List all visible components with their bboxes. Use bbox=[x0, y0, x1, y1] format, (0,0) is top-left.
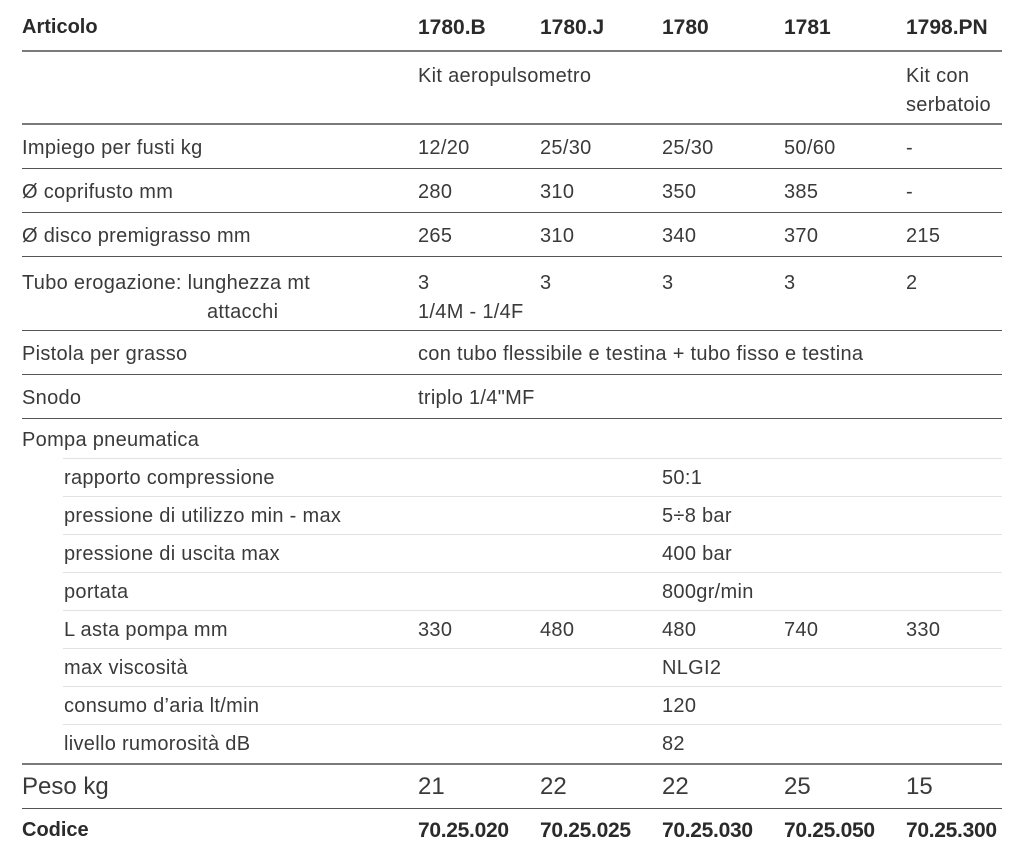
table-row-impiego: Impiego per fusti kg 12/20 25/30 25/30 50/60 - bbox=[22, 125, 1002, 169]
table-row-coprifusto: Ø coprifusto mm 280 310 350 385 - bbox=[22, 169, 1002, 213]
table-row-peso: Peso kg 21 22 22 25 15 bbox=[22, 765, 1002, 809]
table-row-snodo: Snodo triplo 1/4"MF bbox=[22, 375, 1002, 419]
header-col-1781: 1781 bbox=[784, 16, 831, 39]
header-label: Articolo bbox=[22, 16, 98, 38]
table-row-pistola: Pistola per grasso con tubo flessibile e testina + tubo fisso e testina bbox=[22, 331, 1002, 375]
table-row-asta: L asta pompa mm 330 480 480 740 330 bbox=[22, 611, 1002, 649]
table-row-portata: portata 800gr/min bbox=[22, 573, 1002, 611]
header-col-1780j: 1780.J bbox=[540, 16, 605, 39]
description-row bbox=[22, 52, 1002, 125]
table-row-pressione-uscita: pressione di uscita max 400 bar bbox=[22, 535, 1002, 573]
header-col-1798pn: 1798.PN bbox=[906, 16, 988, 39]
spec-table bbox=[22, 0, 1002, 853]
table-row-rapporto: rapporto compressione 50:1 bbox=[22, 459, 1002, 497]
table-row-tubo: Tubo erogazione: lunghezza mt attacchi 3 1/4M - 1/4F 3 3 3 2 bbox=[22, 257, 1002, 331]
header-col-1780b: 1780.B bbox=[418, 16, 486, 39]
table-row-viscosita: max viscosità NLGI2 bbox=[22, 649, 1002, 687]
description-kit-serbatoio: Kit con serbatoio bbox=[906, 65, 991, 116]
table-row-consumo: consumo d’aria lt/min 120 bbox=[22, 687, 1002, 725]
table-row-codice: Codice 70.25.020 70.25.025 70.25.030 70.25.050 70.25.300 bbox=[22, 819, 997, 842]
table-header-row bbox=[22, 0, 1002, 52]
table-row-pressione-utilizzo: pressione di utilizzo min - max 5÷8 bar bbox=[22, 497, 1002, 535]
table-row-pompa: Pompa pneumatica bbox=[22, 429, 200, 451]
description-kit-aeropulsometro: Kit aeropulsometro bbox=[418, 65, 592, 87]
table-row-rumorosita: livello rumorosità dB 82 bbox=[22, 725, 1002, 765]
header-col-1780: 1780 bbox=[662, 16, 709, 39]
table-row-disco: Ø disco premigrasso mm 265 310 340 370 215 bbox=[22, 213, 1002, 257]
